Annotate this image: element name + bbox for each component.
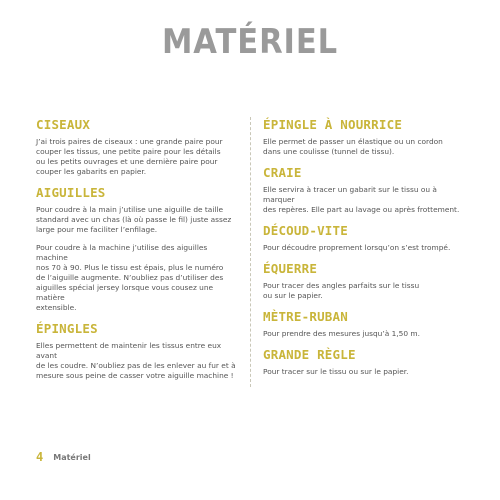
section-epingles: [36, 321, 240, 381]
section-epingle-a-nourrice: [263, 117, 466, 157]
section-paragraph: Pour découdre proprement lorsqu’on s’est trompé.: [263, 243, 451, 252]
column-divider: [250, 117, 251, 387]
section-title: MÈTRE-RUBAN: [263, 309, 348, 324]
section-craie: [263, 165, 466, 215]
section-title: ÉPINGLE À NOURRICE: [263, 117, 403, 132]
section-title: DÉCOUD-VITE: [263, 223, 348, 238]
section-paragraph: Pour tracer des angles parfaits sur le tissu ou sur le papier.: [263, 281, 420, 300]
section-metre-ruban: [263, 309, 466, 339]
section-aiguilles: [36, 185, 240, 313]
right-column: [263, 117, 466, 385]
section-paragraph: Pour tracer sur le tissu ou sur le papier.: [263, 367, 409, 376]
section-decoud-vite: [263, 223, 466, 253]
section-paragraph: Pour prendre des mesures jusqu’à 1,50 m.: [263, 329, 420, 338]
section-paragraph: Elles permettent de maintenir les tissus entre eux avant de les coudre. N’oubliez pas de les enlever au fur et à mesure sous peine de casser votre aiguille machine !: [36, 341, 236, 380]
section-paragraph: Pour coudre à la main j’utilise une aiguille de taille standard avec un chas (là où passe le fil) juste assez large pour me faciliter l’enfilage.: [36, 205, 232, 234]
section-paragraph: J’ai trois paires de ciseaux : une grande paire pour couper les tissus, une petite paire pour les détails ou les petits ouvrages et une dernière paire pour couper les gabarits en papier.: [36, 137, 223, 176]
page-number: 4: [36, 450, 44, 464]
page-footer: [36, 450, 91, 464]
section-title: ÉPINGLES: [36, 321, 98, 336]
left-column: [36, 117, 240, 389]
section-title: AIGUILLES: [36, 185, 106, 200]
section-paragraph: Elle servira à tracer un gabarit sur le tissu ou à marquer des repères. Elle part au lavage ou après frottement.: [263, 185, 460, 214]
section-ciseaux: [36, 117, 240, 177]
footer-label: Matériel: [53, 452, 91, 462]
section-paragraph: Elle permet de passer un élastique ou un cordon dans une coulisse (tunnel de tissu).: [263, 137, 443, 156]
page-title: MATÉRIEL: [161, 22, 339, 62]
section-equerre: [263, 261, 466, 301]
section-title: CRAIE: [263, 165, 302, 180]
section-title: GRANDE RÈGLE: [263, 347, 356, 362]
section-grande-regle: [263, 347, 466, 377]
section-paragraph: Pour coudre à la machine j’utilise des aiguilles machine nos 70 à 90. Plus le tissu est épais, plus le numéro de l’aiguille augmente. N’oubliez pas d’utiliser des aiguilles spécial jersey lorsque vous cousez une matière extensible.: [36, 243, 224, 312]
section-title: CISEAUX: [36, 117, 91, 132]
section-title: ÉQUERRE: [263, 261, 318, 276]
